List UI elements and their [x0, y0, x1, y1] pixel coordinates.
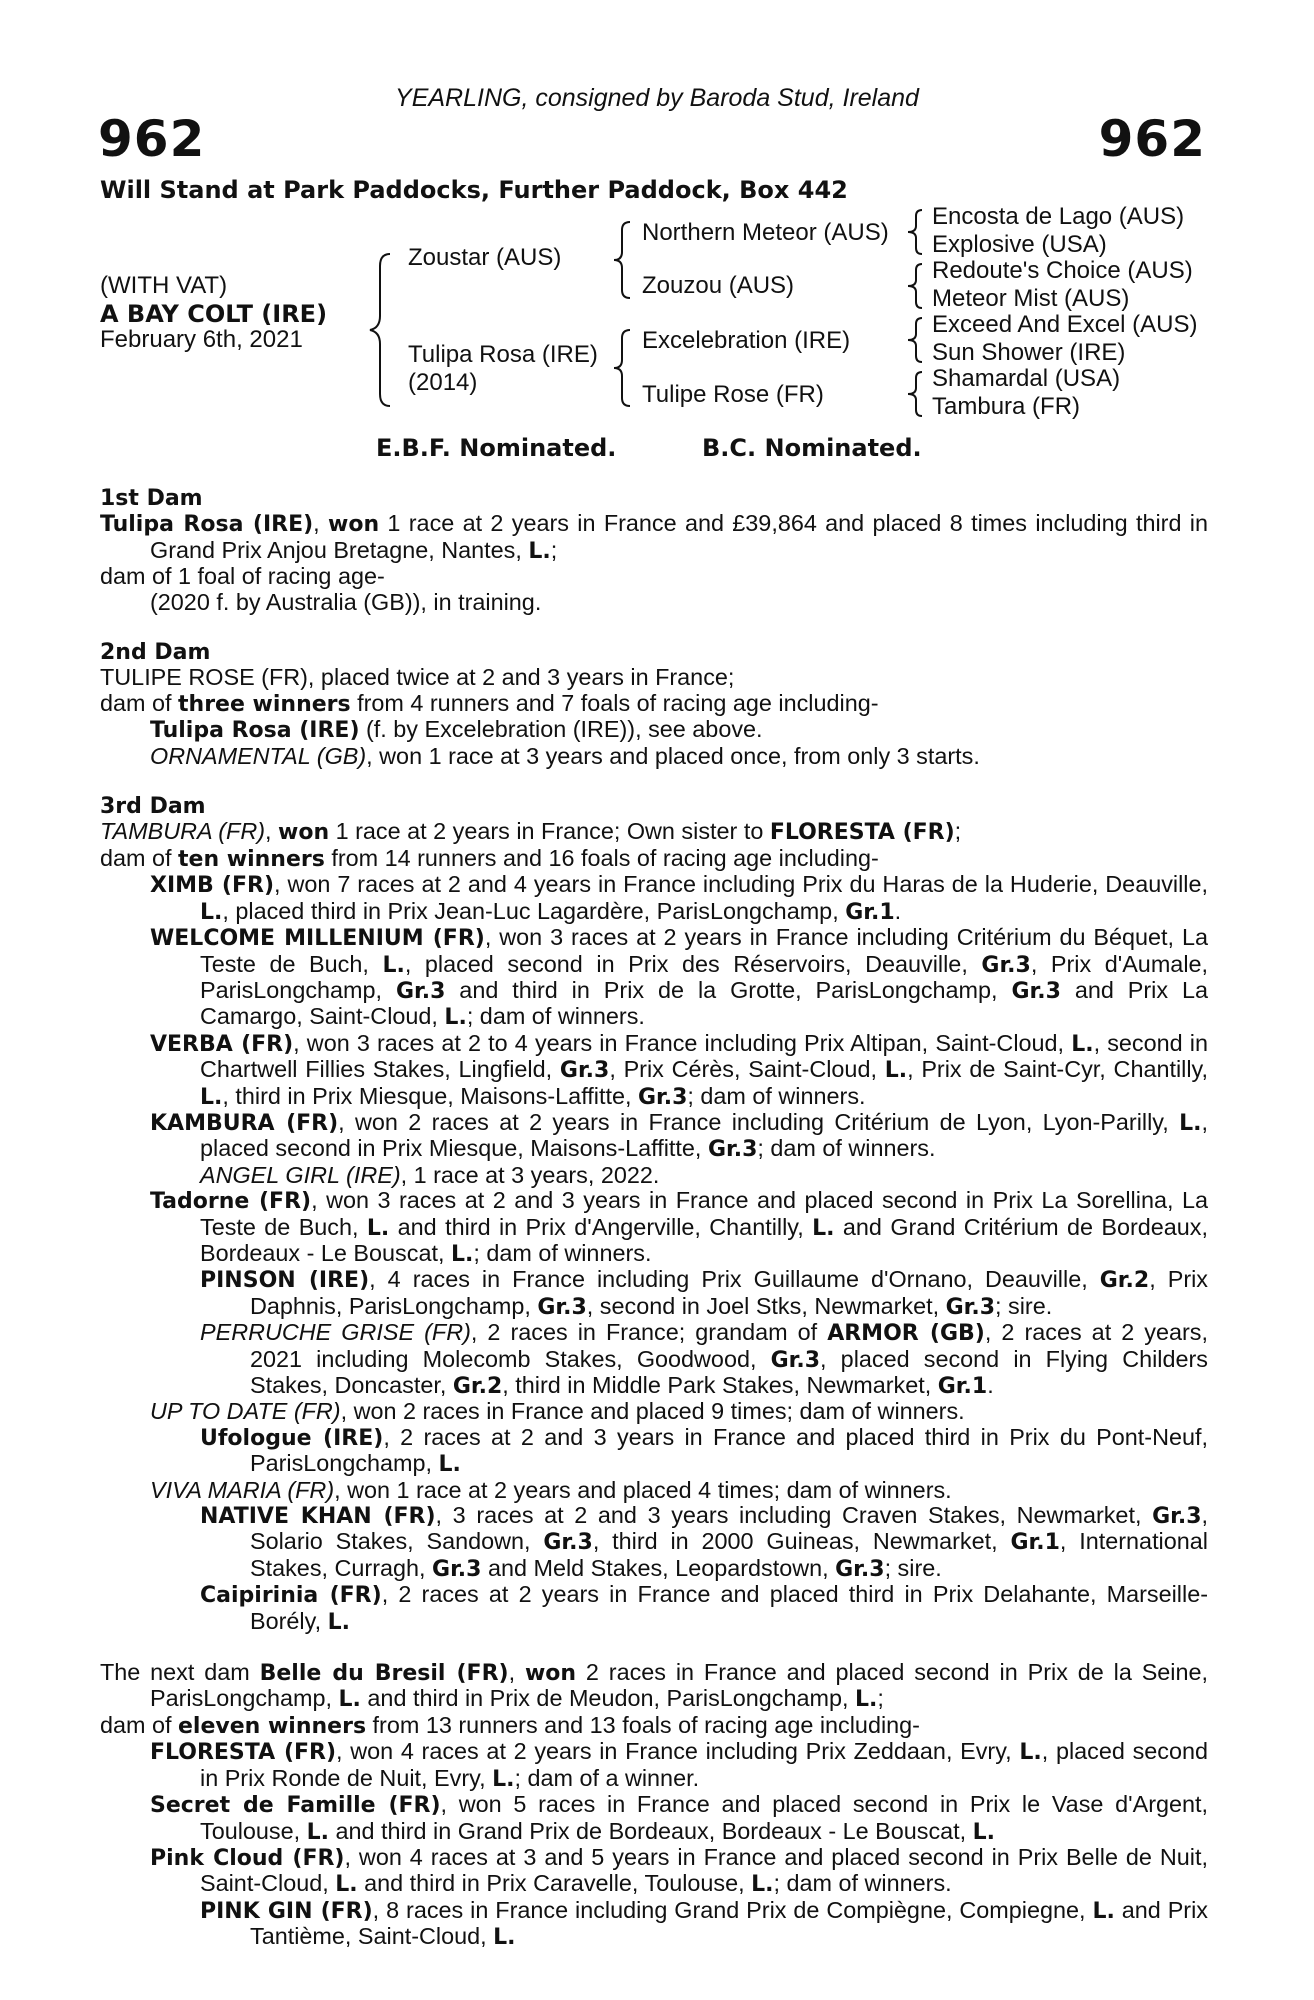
first-dam-heading: 1st Dam [100, 486, 203, 511]
sire-sire-dam: Explosive (USA) [932, 231, 1107, 258]
dam-sire-dam: Sun Shower (IRE) [932, 339, 1126, 366]
sire: Zoustar (AUS) [408, 244, 562, 271]
dam-dam-dam: Tambura (FR) [932, 393, 1081, 420]
dam-year: (2014) [408, 369, 478, 396]
dam-dam: Tulipe Rose (FR) [642, 381, 824, 408]
pedigree-brace-main [368, 250, 408, 410]
second-dam-produce: ORNAMENTAL (GB), won 1 race at 3 years and placed once, from only 3 starts. [150, 742, 980, 769]
sire-sire: Northern Meteor (AUS) [642, 219, 889, 246]
third-dam-produce: WELCOME MILLENIUM (FR), won 3 races at 2 years in France including Critérium du Béquet, La Teste de Buch, L., placed second in Prix des Réservoirs, Deauville, Gr.3, Prix d'Aumale, ParisLongchamp, Gr.3 and third in Prix de la Grotte, ParisLongchamp, Gr.3 and Prix La Camargo, Saint-Cloud, L.; dam of winners. [150, 924, 1209, 1031]
pedigree-brace-sire [610, 218, 640, 302]
sire-dam-sire: Redoute's Choice (AUS) [932, 257, 1193, 284]
grand-produce: Ufologue (IRE), 2 races at 2 and 3 years in France and placed third in Prix du Pont-Neuf, ParisLongchamp, L. [200, 1423, 1208, 1478]
dam-sire: Excelebration (IRE) [642, 327, 851, 354]
grand-produce: PINK GIN (FR), 8 races in France including Grand Prix de Compiègne, Compiegne, L. and Prix Tantième, Saint-Cloud, L. [200, 1896, 1208, 1951]
second-dam-summary: dam of three winners from 4 runners and 7 foals of racing age including- [100, 689, 879, 717]
grand-produce: PINSON (IRE), 4 races in France including Prix Guillaume d'Ornano, Deauville, Gr.2, Prix Daphnis, ParisLongchamp, Gr.3, second in Joel Stks, Newmarket, Gr.3; sire. [200, 1266, 1208, 1320]
foaling-date: February 6th, 2021 [100, 326, 303, 353]
catalogue-text [100, 486, 1208, 1951]
vat-note: (WITH VAT) [100, 272, 228, 299]
pedigree-brace-ds [904, 314, 930, 366]
pedigree-brace-dd [904, 368, 930, 420]
fourth-dam-summary: dam of eleven winners from 13 runners and 13 foals of racing age including- [100, 1711, 920, 1739]
third-dam-produce: VIVA MARIA (FR), won 1 race at 2 years and placed 4 times; dam of winners. [150, 1476, 952, 1503]
third-dam-heading: 3rd Dam [100, 794, 206, 820]
third-dam-produce: KAMBURA (FR), won 2 races at 2 years in France including Critérium de Lyon, Lyon-Parilly, L., placed second in Prix Miesque, Maisons-Laffitte, Gr.3; dam of winners. [150, 1108, 1209, 1163]
dam-sire-sire: Exceed And Excel (AUS) [932, 311, 1198, 338]
third-dam-record: TAMBURA (FR), won 1 race at 2 years in France; Own sister to FLORESTA (FR); [100, 818, 962, 846]
first-dam-foals: dam of 1 foal of racing age- [100, 563, 385, 590]
fourth-dam-produce: Secret de Famille (FR), won 5 races in France and placed second in Prix le Vase d'Argent, Toulouse, L. and third in Grand Prix de Bordeaux, Bordeaux - Le Bouscat, L. [150, 1791, 1209, 1845]
pedigree-brace-ss [904, 206, 930, 258]
dam-dam-sire: Shamardal (USA) [932, 365, 1121, 392]
lot-number-right: 962 [1098, 110, 1206, 168]
grand-produce: Caipirinia (FR), 2 races at 2 years in France and placed third in Prix Delahante, Marseille-Borély, L. [200, 1581, 1208, 1635]
first-dam-produce: (2020 f. by Australia (GB)), in training. [150, 588, 542, 615]
pedigree-brace-dam [610, 326, 640, 410]
grand-produce: ANGEL GIRL (IRE), 1 race at 3 years, 2022. [200, 1161, 660, 1188]
third-dam-produce: VERBA (FR), won 3 races at 2 to 4 years in France including Prix Altipan, Saint-Cloud, L., second in Chartwell Fillies Stakes, Lingfield, Gr.3, Prix Cérès, Saint-Cloud, L., Prix de Saint-Cyr, Chantilly, L., third in Prix Miesque, Maisons-Laffitte, Gr.3; dam of winners. [150, 1029, 1209, 1110]
second-dam-record: TULIPE ROSE (FR), placed twice at 2 and 3 years in France; [100, 664, 735, 691]
grand-produce: NATIVE KHAN (FR), 3 races at 2 and 3 years including Craven Stakes, Newmarket, Gr.3, Solario Stakes, Sandown, Gr.3, third in 2000 Guineas, Newmarket, Gr.1, International Stakes, Curragh, Gr.3 and Meld Stakes, Leopardstown, Gr.3; sire. [200, 1502, 1209, 1582]
third-dam-summary: dam of ten winners from 14 runners and 16 foals of racing age including- [100, 844, 879, 872]
third-dam-produce: UP TO DATE (FR), won 2 races in France and placed 9 times; dam of winners. [150, 1398, 965, 1425]
sire-sire-sire: Encosta de Lago (AUS) [932, 203, 1185, 230]
dam: Tulipa Rosa (IRE) [408, 341, 598, 368]
fourth-dam-produce: Pink Cloud (FR), won 4 races at 3 and 5 years in France and placed second in Prix Belle de Nuit, Saint-Cloud, L. and third in Prix Caravelle, Toulouse, L.; dam of winners. [150, 1843, 1208, 1898]
third-dam-produce: XIMB (FR), won 7 races at 2 and 4 years in France including Prix du Haras de la Huderie, Deauville, L., placed third in Prix Jean-Luc Lagardère, ParisLongchamp, Gr.1. [150, 871, 1209, 925]
fourth-dam-record: The next dam Belle du Bresil (FR), won 2 races in France and placed second in Prix de la Seine, ParisLongchamp, L. and third in Prix de Meudon, ParisLongchamp, L.; [100, 1659, 1209, 1713]
third-dam-produce: Tadorne (FR), won 3 races at 2 and 3 years in France and placed second in Prix La Sorellina, La Teste de Buch, L. and third in Prix d'Angerville, Chantilly, L. and Grand Critérium de Bordeaux, Bordeaux - Le Bouscat, L.; dam of winners. [150, 1187, 1208, 1267]
first-dam-record: Tulipa Rosa (IRE), won 1 race at 2 years in France and £39,864 and placed 8 times including third in Grand Prix Anjou Bretagne, Nantes, L.; [100, 510, 1209, 564]
stand-location: Will Stand at Park Paddocks, Further Paddock, Box 442 [100, 176, 848, 204]
fourth-dam-produce: FLORESTA (FR), won 4 races at 2 years in France including Prix Zeddaan, Evry, L., placed second in Prix Ronde de Nuit, Evry, L.; dam of a winner. [150, 1738, 1209, 1792]
second-dam-heading: 2nd Dam [100, 640, 211, 666]
horse-name: A BAY COLT (IRE) [100, 300, 328, 328]
ebf-nominated: E.B.F. Nominated. [376, 434, 617, 462]
second-dam-produce: Tulipa Rosa (IRE) (f. by Excelebration (IRE)), see above. [150, 716, 763, 744]
sire-dam: Zouzou (AUS) [642, 272, 795, 299]
pedigree-brace-sd [904, 260, 930, 312]
bc-nominated: B.C. Nominated. [702, 434, 922, 462]
grand-produce: PERRUCHE GRISE (FR), 2 races in France; grandam of ARMOR (GB), 2 races at 2 years, 2021 including Molecomb Stakes, Goodwood, Gr.3, placed second in Flying Childers Stakes, Doncaster, Gr.2, third in Middle Park Stakes, Newmarket, Gr.1. [200, 1319, 1208, 1399]
sire-dam-dam: Meteor Mist (AUS) [932, 285, 1130, 312]
lot-number-left: 962 [98, 110, 206, 168]
consignment-line: YEARLING, consigned by Baroda Stud, Ireland [395, 84, 919, 112]
